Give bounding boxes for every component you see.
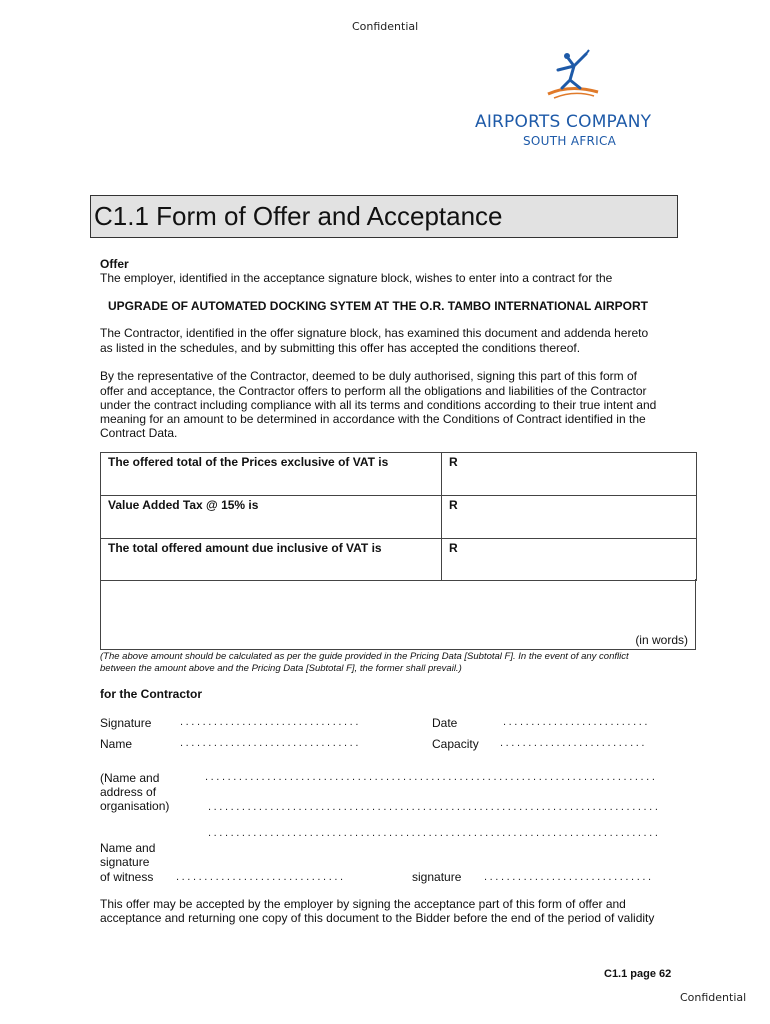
name-label: Name bbox=[100, 737, 133, 751]
name-field[interactable]: ................................ bbox=[180, 737, 361, 749]
signature-label: Signature bbox=[100, 716, 152, 730]
logo-line1: AIRPORTS COMPANY bbox=[475, 112, 652, 132]
org-field-line1[interactable]: ................................................................................ bbox=[205, 771, 658, 783]
price-value-excl-vat[interactable]: R bbox=[442, 453, 697, 496]
offer-para2-line5: Contract Data. bbox=[100, 426, 178, 440]
closing-line2: acceptance and returning one copy of this document to the Bidder before the end of the period of validity bbox=[100, 911, 655, 925]
page-title: C1.1 Form of Offer and Acceptance bbox=[90, 195, 678, 238]
org-label-line2: address of bbox=[100, 785, 157, 799]
offer-para2-line3: under the contract including compliance with all its terms and conditions according to their true intent and bbox=[100, 398, 657, 412]
note-line2: between the amount above and the Pricing Data [Subtotal F], the former shall prevail.) bbox=[100, 663, 462, 674]
company-logo bbox=[470, 48, 670, 153]
price-label-incl-vat: The total offered amount due inclusive of VAT is bbox=[101, 539, 442, 581]
witness-name-field[interactable]: .............................. bbox=[176, 871, 346, 883]
witness-label-line1: Name and bbox=[100, 841, 156, 855]
amount-in-words-box[interactable] bbox=[100, 579, 696, 650]
witness-signature-label: signature bbox=[412, 870, 462, 884]
capacity-field[interactable]: .......................... bbox=[500, 737, 648, 749]
date-label: Date bbox=[432, 716, 458, 730]
project-title: UPGRADE OF AUTOMATED DOCKING SYTEM AT THE O.R. TAMBO INTERNATIONAL AIRPORT bbox=[108, 299, 648, 313]
offer-para2-line4: meaning for an amount to be determined in accordance with the Conditions of Contract identified in the bbox=[100, 412, 646, 426]
page-number: C1.1 page 62 bbox=[604, 968, 672, 980]
runner-logo-icon bbox=[470, 48, 670, 108]
signature-field[interactable]: ................................ bbox=[180, 716, 361, 728]
witness-signature-field[interactable]: .............................. bbox=[484, 871, 654, 883]
in-words-label: (in words) bbox=[635, 633, 688, 647]
witness-label-line3: of witness bbox=[100, 870, 154, 884]
offer-heading: Offer bbox=[100, 257, 129, 271]
org-label-line3: organisation) bbox=[100, 799, 170, 813]
offer-intro: The employer, identified in the acceptance signature block, wishes to enter into a contract for the bbox=[100, 271, 613, 285]
footer-confidential: Confidential bbox=[680, 991, 747, 1004]
header-confidential: Confidential bbox=[352, 20, 419, 33]
closing-line1: This offer may be accepted by the employer by signing the acceptance part of this form of offer and bbox=[100, 897, 626, 911]
offer-para2-line1: By the representative of the Contractor, deemed to be duly authorised, signing this part of this form of bbox=[100, 369, 637, 383]
date-field[interactable]: .......................... bbox=[503, 716, 651, 728]
price-value-vat[interactable]: R bbox=[442, 496, 697, 539]
price-label-excl-vat: The offered total of the Prices exclusive of VAT is bbox=[101, 453, 442, 496]
table-row bbox=[101, 539, 697, 581]
price-label-vat: Value Added Tax @ 15% is bbox=[101, 496, 442, 539]
offer-para1-line2: as listed in the schedules, and by submitting this offer has accepted the conditions thereof. bbox=[100, 341, 581, 355]
capacity-label: Capacity bbox=[432, 737, 479, 751]
table-row bbox=[101, 453, 697, 496]
org-field-line3[interactable]: ................................................................................ bbox=[208, 827, 661, 839]
contractor-heading: for the Contractor bbox=[100, 687, 202, 701]
note-line1: (The above amount should be calculated as per the guide provided in the Pricing Data [Subtotal F]. In the event of any conflict bbox=[100, 651, 629, 662]
logo-line2: SOUTH AFRICA bbox=[523, 134, 617, 148]
offer-para1-line1: The Contractor, identified in the offer signature block, has examined this document and addenda hereto bbox=[100, 326, 649, 340]
price-table bbox=[100, 452, 697, 581]
witness-label-line2: signature bbox=[100, 855, 150, 869]
offer-para2-line2: offer and acceptance, the Contractor offers to perform all the obligations and liabilities of the Contractor bbox=[100, 384, 647, 398]
price-value-incl-vat[interactable]: R bbox=[442, 539, 697, 581]
org-field-line2[interactable]: ................................................................................ bbox=[208, 801, 661, 813]
table-row bbox=[101, 496, 697, 539]
org-label-line1: (Name and bbox=[100, 771, 160, 785]
